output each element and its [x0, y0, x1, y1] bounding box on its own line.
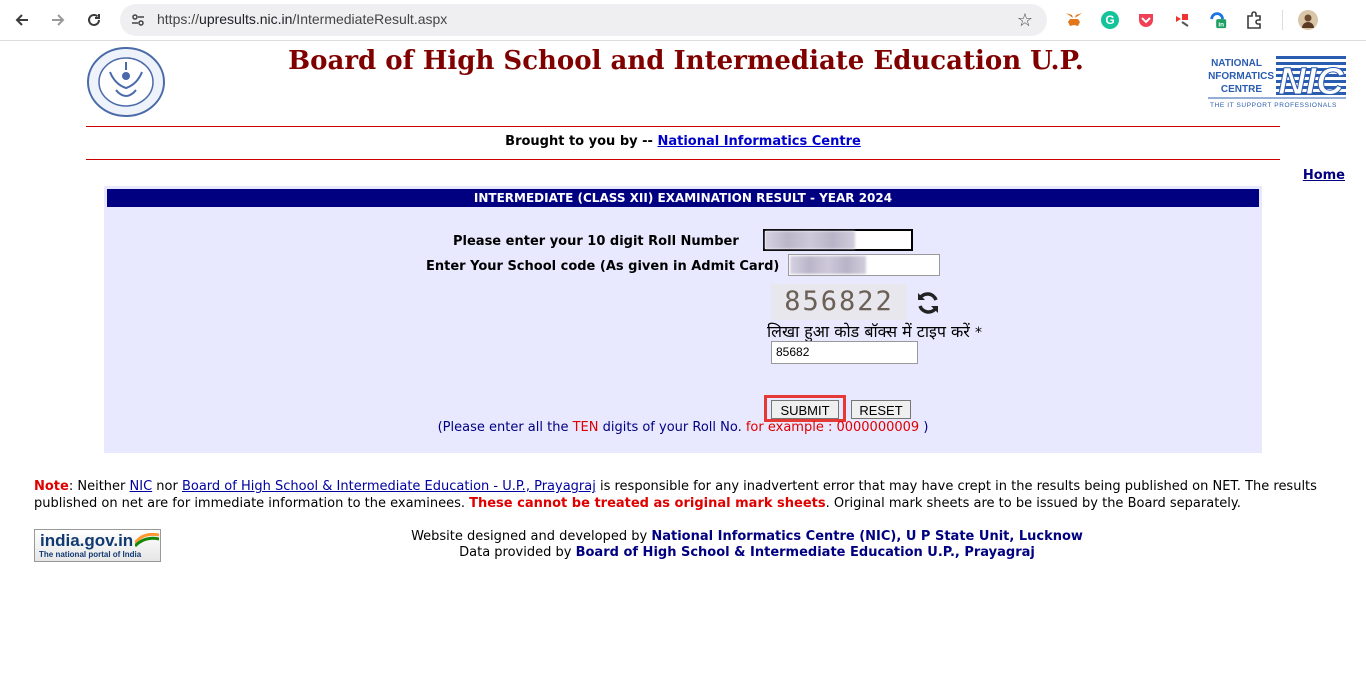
extensions-puzzle-icon[interactable] [1244, 10, 1264, 30]
brought-by-line [86, 134, 1280, 149]
footer-line-2-prefix: Data provided by [459, 545, 576, 560]
url-text [157, 11, 447, 27]
hint-prefix: (Please enter all the [437, 420, 573, 435]
note-text-1: : Neither [68, 479, 130, 494]
profile-avatar[interactable] [1298, 10, 1318, 30]
footer-nic-unit: National Informatics Centre (NIC), U P State Unit, Lucknow [651, 529, 1083, 544]
footer-line-1 [0, 529, 1366, 545]
captcha-prompt-text: लिखा हुआ कोड बॉक्स में टाइप करें [767, 322, 970, 341]
captcha-prompt [767, 320, 982, 342]
hint-mid: digits of your Roll No. [598, 420, 746, 435]
school-code-label: Enter Your School code (As given in Admit Card) [426, 259, 780, 274]
reload-icon[interactable] [82, 8, 106, 32]
roll-number-redacted [765, 231, 855, 249]
note-warning: These cannot be treated as original mark sheets [469, 496, 826, 511]
footer-line-2 [0, 545, 1366, 561]
extension-icon[interactable] [1172, 10, 1192, 30]
india-gov-subtitle: The national portal of India [39, 550, 142, 559]
school-code-redacted [790, 256, 866, 274]
note-nic-link[interactable]: NIC [129, 479, 153, 494]
captcha-text: 856822 [784, 286, 894, 317]
pocket-icon[interactable] [1136, 10, 1156, 30]
disclaimer-note [34, 478, 1334, 512]
back-icon[interactable] [10, 8, 34, 32]
browser-toolbar [0, 0, 1366, 41]
brought-by-prefix: Brought to you by -- [505, 134, 658, 149]
note-board-link[interactable]: Board of High School & Intermediate Education - U.P., Prayagraj [181, 479, 596, 494]
note-text-2: nor [152, 479, 182, 494]
footer-board: Board of High School & Intermediate Education U.P., Prayagraj [575, 545, 1035, 560]
panel-title: INTERMEDIATE (CLASS XII) EXAMINATION RESULT - YEAR 2024 [107, 189, 1259, 207]
metamask-icon[interactable] [1064, 10, 1084, 30]
svg-text:G: G [1105, 13, 1115, 27]
toolbar-divider [1282, 10, 1283, 30]
nic-logo-line-3: CENTRE [1220, 84, 1262, 95]
footer-line-1-prefix: Website designed and developed by [411, 529, 652, 544]
note-label: Note [34, 479, 69, 494]
forward-icon[interactable] [46, 8, 70, 32]
url-scheme: https:// [157, 11, 200, 27]
roll-number-hint [104, 420, 1262, 435]
hint-ten: TEN [572, 420, 599, 435]
url-host: upresults.nic.in [199, 11, 293, 27]
note-text-3: is responsible for any inadvertent error that may have crept in the results being published on NET. The results published on net are for immediate information to the examinees. [34, 479, 1317, 511]
submit-button[interactable]: SUBMIT [771, 400, 839, 419]
result-form-panel [104, 186, 1262, 453]
header-divider-top [86, 126, 1280, 127]
india-gov-title: india.gov.in [40, 531, 134, 550]
note-text-4: . Original mark sheets are to be issued by the Board separately. [825, 496, 1241, 511]
nic-logo-line-1: NATIONAL [1211, 58, 1262, 69]
nic-link[interactable]: National Informatics Centre [657, 134, 861, 149]
board-title: Board of High School and Intermediate Education U.P. [288, 46, 1084, 76]
nic-logo [1208, 54, 1348, 110]
svg-text:in: in [1218, 21, 1225, 29]
linkedin-extension-icon[interactable] [1208, 10, 1228, 30]
hint-example: for example : 0000000009 [745, 420, 920, 435]
site-info-icon[interactable] [130, 12, 146, 28]
captcha-image [771, 284, 907, 320]
hint-suffix: ) [919, 420, 929, 435]
url-path: /IntermediateResult.aspx [292, 11, 448, 27]
home-link[interactable]: Home [1302, 168, 1345, 183]
refresh-captcha-icon[interactable] [914, 289, 942, 317]
address-bar[interactable] [120, 4, 1047, 36]
nic-tagline: THE IT SUPPORT PROFESSIONALS [1210, 102, 1337, 109]
roll-number-label: Please enter your 10 digit Roll Number [453, 234, 739, 249]
bookmark-star-icon[interactable]: ☆ [1016, 10, 1033, 31]
required-mark: * [974, 325, 982, 341]
site-footer [0, 529, 1366, 561]
header-divider-bottom [86, 159, 1280, 160]
reset-button[interactable]: RESET [851, 400, 911, 419]
captcha-input[interactable]: 85682 [771, 341, 918, 364]
nic-logo-line-2: INFORMATICS [1208, 71, 1274, 82]
grammarly-icon[interactable] [1100, 10, 1120, 30]
svg-text:NIC: NIC [1278, 61, 1344, 103]
